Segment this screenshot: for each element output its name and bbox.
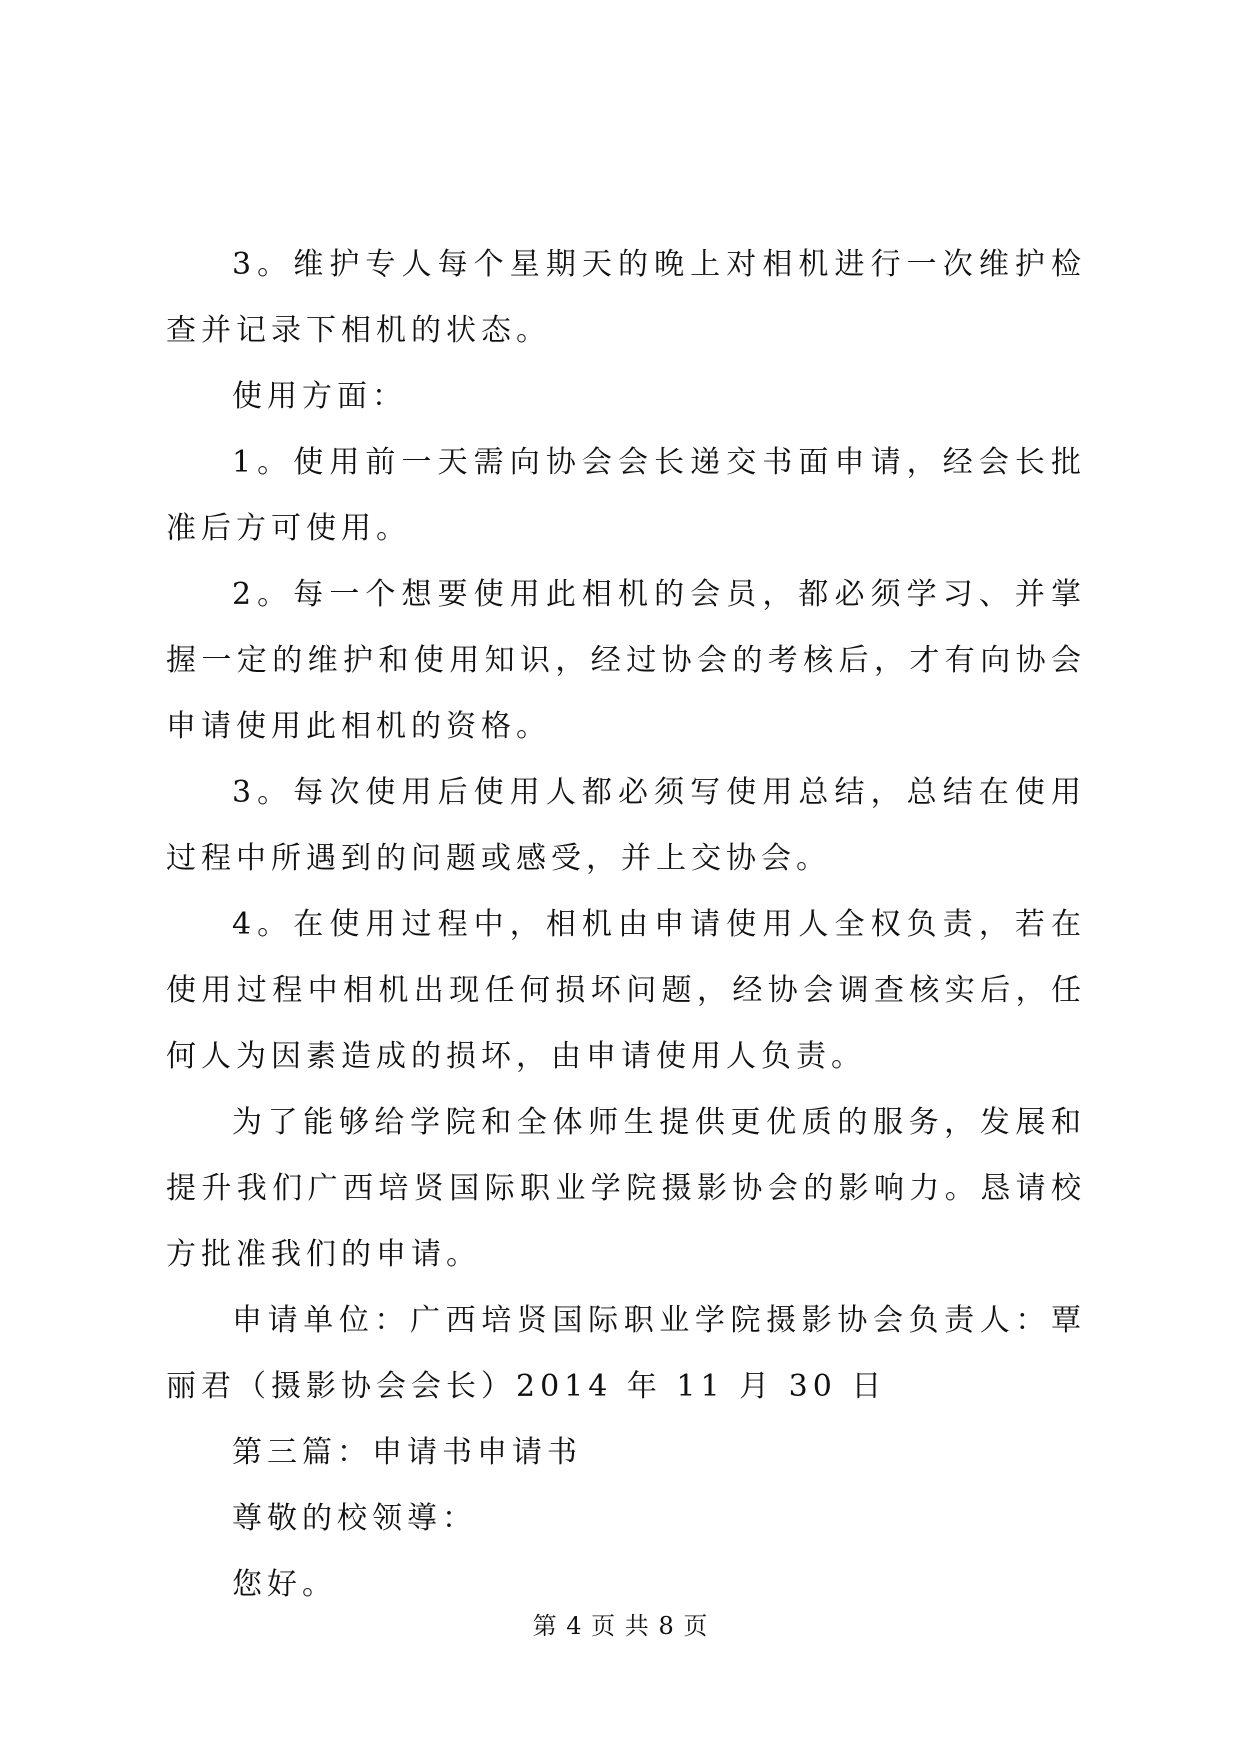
paragraph-part-three-title: 第三篇：申请书申请书 (232, 1435, 582, 1470)
paragraph-usage-4: 4。在使用过程中，相机由申请使用人全权负责，若在使用过程中相机出现任何损坏问题，经协会调查核实后，任何人为因素造成的损坏，由申请使用人负责。 (166, 907, 1086, 1074)
paragraph-applicant: 申请单位：广西培贤国际职业学院摄影协会负责人：覃丽君（摄影协会会长）2014 年 11 月 30 日 (166, 1303, 1086, 1404)
paragraph-usage-heading: 使用方面： (232, 379, 407, 414)
paragraph-request: 为了能够给学院和全体师生提供更优质的服务，发展和提升我们广西培贤国际职业学院摄影协会的影响力。恳请校方批准我们的申请。 (166, 1105, 1086, 1272)
paragraph-usage-2: 2。每一个想要使用此相机的会员，都必须学习、并掌握一定的维护和使用知识，经过协会的考核后，才有向协会申请使用此相机的资格。 (166, 577, 1086, 744)
paragraph-maintenance-3: 3。维护专人每个星期天的晚上对相机进行一次维护检查并记录下相机的状态。 (166, 247, 1086, 348)
paragraph-usage-3: 3。每次使用后使用人都必须写使用总结，总结在使用过程中所遇到的问题或感受，并上交协会。 (166, 775, 1086, 876)
document-body (166, 232, 1086, 1618)
paragraph-salutation: 尊敬的校领導： (232, 1501, 477, 1536)
paragraph-usage-1: 1。使用前一天需向协会会长递交书面申请，经会长批准后方可使用。 (166, 445, 1086, 546)
page-footer: 第 4 页 共 8 页 (532, 1612, 709, 1640)
paragraph-greeting: 您好。 (232, 1567, 337, 1602)
